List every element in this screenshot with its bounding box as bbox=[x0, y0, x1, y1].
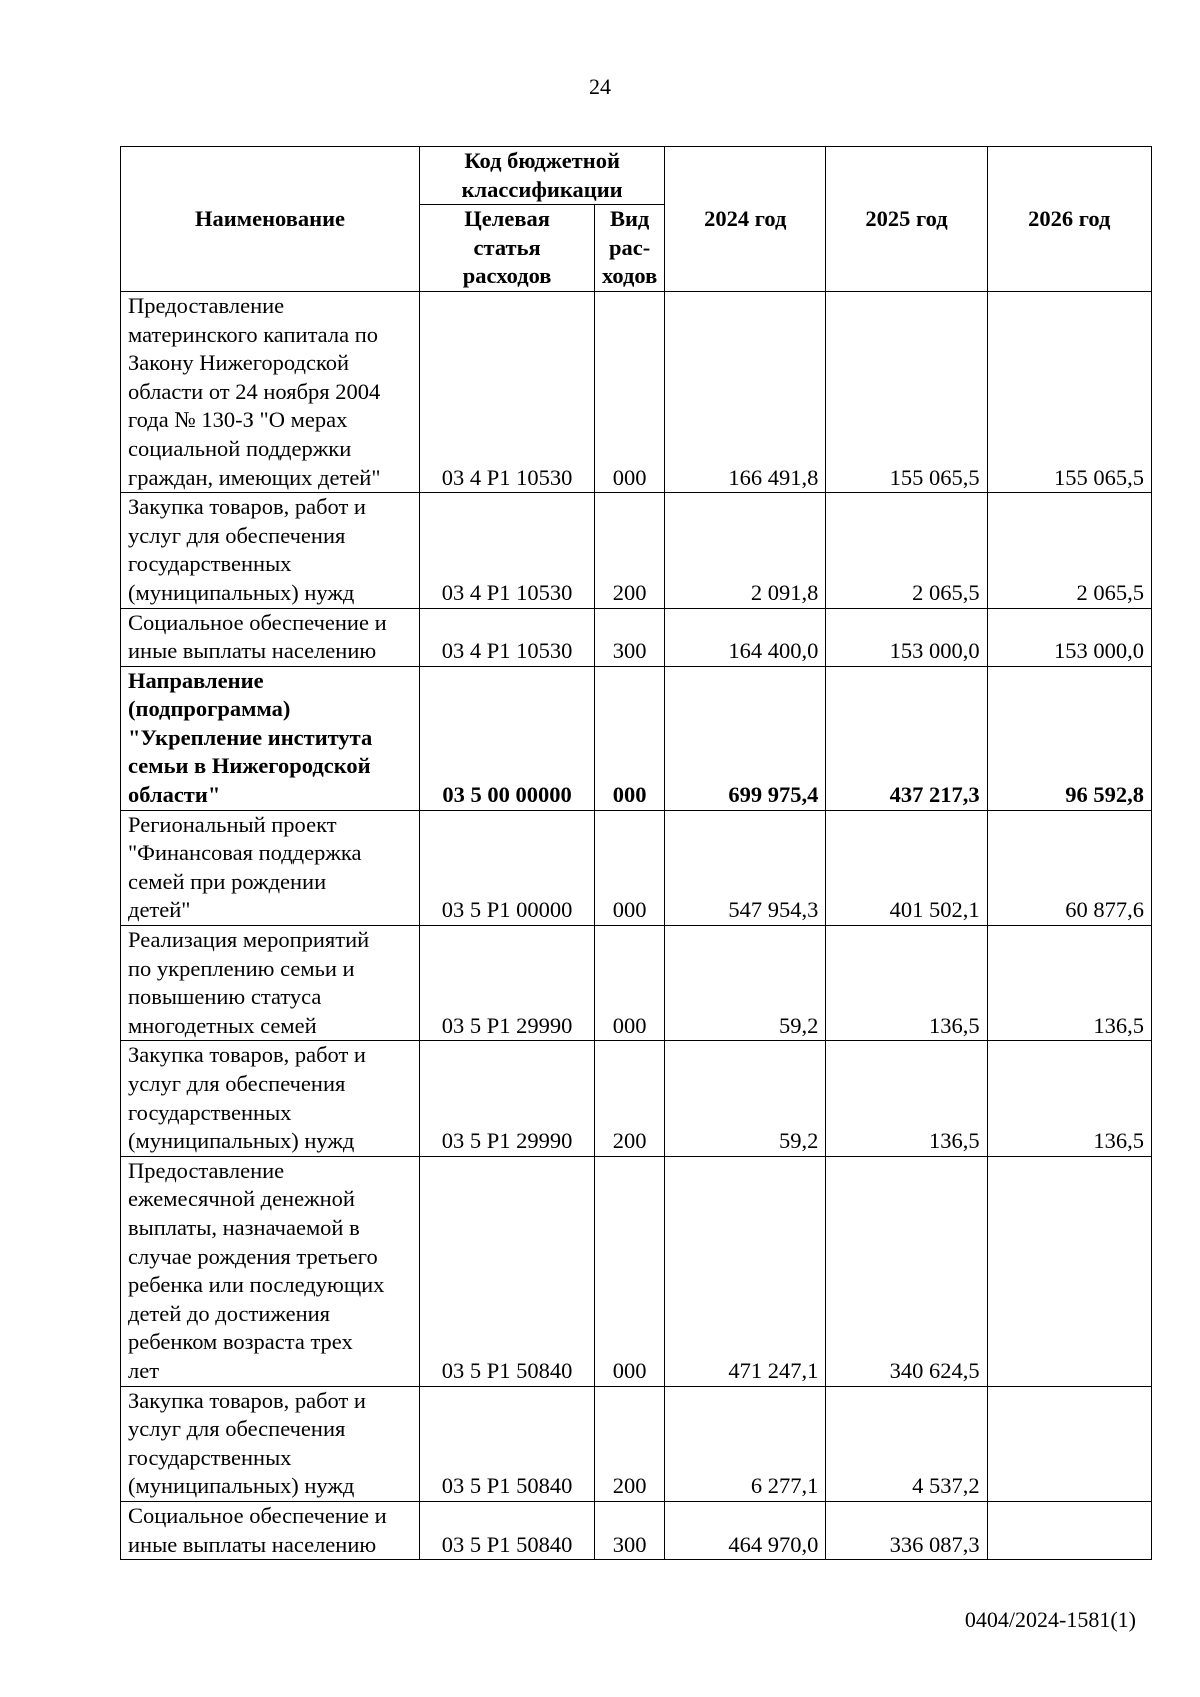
row-name-line: услуг для обеспечения bbox=[128, 1071, 346, 1096]
amount-2026-cell bbox=[987, 1386, 1151, 1501]
amount-2024-cell: 166 491,8 bbox=[665, 291, 826, 492]
row-name-cell bbox=[121, 1386, 420, 1501]
expense-type-cell: 000 bbox=[595, 926, 665, 1041]
row-name-line: (муниципальных) нужд bbox=[128, 1128, 355, 1154]
amount-2025-cell: 401 502,1 bbox=[826, 810, 987, 925]
row-name-line: Реализация мероприятий bbox=[128, 927, 370, 953]
row-name-line: услуг для обеспечения bbox=[128, 1416, 346, 1442]
row-name-line: детей" bbox=[128, 897, 191, 923]
row-name-line: лет bbox=[128, 1357, 160, 1383]
amount-2025-cell: 340 624,5 bbox=[826, 1156, 987, 1386]
row-name-line: года № 130-З "О мерах bbox=[128, 407, 348, 433]
row-name-line: выплаты, назначаемой в bbox=[128, 1214, 360, 1240]
row-name-line: Закупка товаров, работ и bbox=[128, 1042, 366, 1068]
target-article-cell: 03 5 00 00000 bbox=[420, 666, 595, 810]
header-classification-line: Код бюджетной bbox=[464, 148, 620, 173]
amount-2024-cell: 59,2 bbox=[665, 926, 826, 1041]
expense-type-cell: 300 bbox=[595, 608, 665, 666]
table-row bbox=[121, 291, 1152, 492]
amount-2025-cell: 136,5 bbox=[826, 1041, 987, 1156]
amount-2026-cell: 96 592,8 bbox=[987, 666, 1151, 810]
row-name-line: услуг для обеспечения bbox=[128, 522, 346, 548]
row-name-line: области от 24 ноября 2004 bbox=[128, 378, 381, 404]
amount-2026-cell: 153 000,0 bbox=[987, 608, 1151, 666]
amount-2024-cell: 59,2 bbox=[665, 1041, 826, 1156]
expense-type-cell: 000 bbox=[595, 291, 665, 492]
row-name-cell bbox=[121, 926, 420, 1041]
header-name: Наименование bbox=[121, 147, 420, 292]
amount-2024-cell: 471 247,1 bbox=[665, 1156, 826, 1386]
amount-2026-cell: 2 065,5 bbox=[987, 493, 1151, 608]
target-article-cell: 03 5 P1 00000 bbox=[420, 810, 595, 925]
row-name-line: Социальное обеспечение и bbox=[128, 1502, 387, 1528]
row-name-line: случае рождения третьего bbox=[128, 1243, 378, 1269]
header-year-2024: 2024 год bbox=[665, 147, 826, 292]
table-body bbox=[121, 291, 1152, 1559]
row-name-line: "Укрепление института bbox=[128, 724, 373, 750]
target-article-cell: 03 5 P1 29990 bbox=[420, 1041, 595, 1156]
row-name-line: (муниципальных) нужд bbox=[128, 579, 355, 605]
row-name-line: повышению статуса bbox=[128, 984, 322, 1010]
row-name-line: иные выплаты населению bbox=[128, 1531, 377, 1557]
amount-2024-cell: 6 277,1 bbox=[665, 1386, 826, 1501]
table-row bbox=[121, 1386, 1152, 1501]
table-row bbox=[121, 608, 1152, 666]
header-target-article-line: статья bbox=[473, 234, 541, 260]
target-article-cell: 03 4 P1 10530 bbox=[420, 608, 595, 666]
header-target-article-line: Целевая bbox=[464, 206, 550, 232]
amount-2025-cell: 153 000,0 bbox=[826, 608, 987, 666]
row-name-cell bbox=[121, 1156, 420, 1386]
target-article-cell: 03 5 P1 50840 bbox=[420, 1156, 595, 1386]
table-row bbox=[121, 493, 1152, 608]
row-name-line: социальной поддержки bbox=[128, 435, 352, 461]
row-name-cell bbox=[121, 608, 420, 666]
row-name-line: материнского капитала по bbox=[128, 321, 378, 347]
expense-type-cell: 200 bbox=[595, 1386, 665, 1501]
table-row bbox=[121, 1041, 1152, 1156]
amount-2026-cell bbox=[987, 1156, 1151, 1386]
amount-2025-cell: 437 217,3 bbox=[826, 666, 987, 810]
row-name-cell bbox=[121, 493, 420, 608]
table-header bbox=[121, 147, 1152, 292]
row-name-line: Закупка товаров, работ и bbox=[128, 1387, 366, 1413]
page-number: 24 bbox=[589, 74, 611, 99]
row-name-line: Закупка товаров, работ и bbox=[128, 494, 366, 520]
table-row bbox=[121, 810, 1152, 925]
amount-2026-cell: 155 065,5 bbox=[987, 291, 1151, 492]
row-name-line: (муниципальных) нужд bbox=[128, 1473, 355, 1499]
amount-2025-cell: 336 087,3 bbox=[826, 1501, 987, 1559]
target-article-cell: 03 5 P1 50840 bbox=[420, 1501, 595, 1559]
row-name-line: детей до достижения bbox=[128, 1300, 331, 1326]
row-name-line: граждан, имеющих детей" bbox=[128, 464, 381, 490]
amount-2025-cell: 136,5 bbox=[826, 926, 987, 1041]
amount-2024-cell: 164 400,0 bbox=[665, 608, 826, 666]
target-article-cell: 03 5 P1 29990 bbox=[420, 926, 595, 1041]
row-name-line: Предоставление bbox=[128, 292, 285, 318]
table-row bbox=[121, 926, 1152, 1041]
row-name-line: иные выплаты населению bbox=[128, 638, 377, 664]
row-name-line: Региональный проект bbox=[128, 811, 337, 837]
row-name-line: ребенка или последующих bbox=[128, 1272, 385, 1298]
expense-type-cell: 000 bbox=[595, 810, 665, 925]
table-row bbox=[121, 1501, 1152, 1559]
target-article-cell: 03 5 P1 50840 bbox=[420, 1386, 595, 1501]
amount-2026-cell: 136,5 bbox=[987, 926, 1151, 1041]
table-row bbox=[121, 1156, 1152, 1386]
row-name-line: ежемесячной денежной bbox=[128, 1186, 355, 1212]
header-expense-type-line: рас- bbox=[608, 234, 651, 260]
header-target-article bbox=[420, 205, 595, 292]
table-row bbox=[121, 666, 1152, 810]
expense-type-cell: 000 bbox=[595, 1156, 665, 1386]
amount-2026-cell: 136,5 bbox=[987, 1041, 1151, 1156]
header-expense-type-line: ходов bbox=[602, 263, 658, 289]
row-name-line: Предоставление bbox=[128, 1157, 285, 1183]
row-name-cell bbox=[121, 291, 420, 492]
amount-2024-cell: 547 954,3 bbox=[665, 810, 826, 925]
expense-type-cell: 200 bbox=[595, 1041, 665, 1156]
row-name-line: Социальное обеспечение и bbox=[128, 609, 387, 635]
amount-2024-cell: 699 975,4 bbox=[665, 666, 826, 810]
header-target-article-line: расходов bbox=[462, 263, 552, 289]
row-name-line: по укреплению семьи и bbox=[128, 955, 355, 981]
row-name-line: многодетных семей bbox=[128, 1012, 317, 1038]
header-classification bbox=[420, 147, 665, 205]
row-name-line: Закону Нижегородской bbox=[128, 350, 350, 376]
row-name-line: семьи в Нижегородской bbox=[128, 753, 371, 779]
amount-2025-cell: 4 537,2 bbox=[826, 1386, 987, 1501]
expense-type-cell: 200 bbox=[595, 493, 665, 608]
row-name-line: семей при рождении bbox=[128, 868, 327, 894]
header-expense-type-line: Вид bbox=[609, 206, 650, 232]
header-year-2025: 2025 год bbox=[826, 147, 987, 292]
row-name-line: ребенком возраста трех bbox=[128, 1329, 353, 1355]
amount-2024-cell: 2 091,8 bbox=[665, 493, 826, 608]
row-name-line: "Финансовая поддержка bbox=[128, 840, 362, 866]
row-name-cell bbox=[121, 666, 420, 810]
header-year-2026: 2026 год bbox=[987, 147, 1151, 292]
row-name-cell bbox=[121, 1041, 420, 1156]
target-article-cell: 03 4 P1 10530 bbox=[420, 291, 595, 492]
row-name-line: области" bbox=[128, 782, 221, 808]
header-expense-type bbox=[595, 205, 665, 292]
amount-2026-cell: 60 877,6 bbox=[987, 810, 1151, 925]
expense-type-cell: 000 bbox=[595, 666, 665, 810]
amount-2025-cell: 155 065,5 bbox=[826, 291, 987, 492]
amount-2026-cell bbox=[987, 1501, 1151, 1559]
row-name-line: государственных bbox=[128, 1099, 292, 1125]
amount-2025-cell: 2 065,5 bbox=[826, 493, 987, 608]
header-classification-line: классификации bbox=[461, 176, 623, 202]
target-article-cell: 03 4 P1 10530 bbox=[420, 493, 595, 608]
row-name-line: (подпрограмма) bbox=[128, 696, 291, 722]
row-name-line: Направление bbox=[128, 667, 264, 693]
row-name-cell bbox=[121, 810, 420, 925]
expense-type-cell: 300 bbox=[595, 1501, 665, 1559]
row-name-line: государственных bbox=[128, 1444, 292, 1470]
budget-table bbox=[120, 146, 1152, 1560]
document-code: 0404/2024-1581(1) bbox=[964, 1607, 1136, 1632]
amount-2024-cell: 464 970,0 bbox=[665, 1501, 826, 1559]
row-name-cell bbox=[121, 1501, 420, 1559]
row-name-line: государственных bbox=[128, 551, 292, 577]
